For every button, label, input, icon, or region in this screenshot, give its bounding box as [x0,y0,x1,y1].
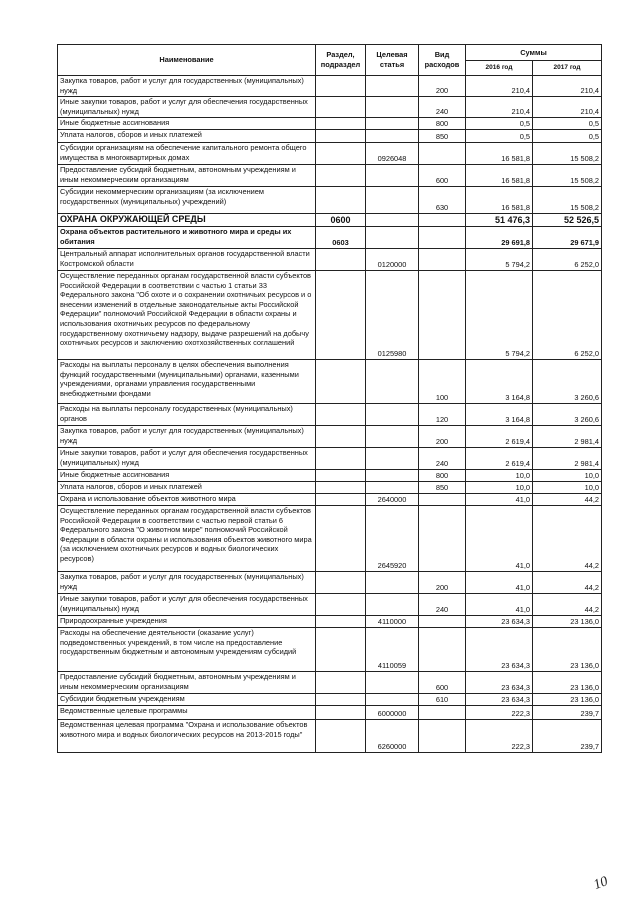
row-section-cell [316,249,366,271]
table-row [58,628,602,672]
row-value-2017-cell: 23 136,0 [533,628,602,672]
table-row [58,594,602,616]
row-kind-cell [419,494,466,506]
row-target-cell: 0926048 [366,143,419,165]
table-row [58,426,602,448]
row-target-cell: 2645920 [366,506,419,572]
row-target-cell [366,426,419,448]
row-target-cell: 0120000 [366,249,419,271]
budget-table-sheet [57,44,601,753]
row-value-2016-cell: 10,0 [466,482,533,494]
row-name-cell: Иные закупки товаров, работ и услуг для обеспечения государственных (муниципальных) нужд [58,594,316,616]
row-value-2016-cell: 41,0 [466,506,533,572]
row-target-cell: 4110059 [366,628,419,672]
row-target-cell [366,130,419,143]
row-value-2017-cell: 0,5 [533,130,602,143]
row-section-cell [316,76,366,97]
row-value-2017-cell: 2 981,4 [533,448,602,470]
row-name-cell: Центральный аппарат исполнительных органов государственной власти Костромской области [58,249,316,271]
row-value-2017-cell: 10,0 [533,482,602,494]
row-value-2017-cell: 15 508,2 [533,143,602,165]
row-kind-cell [419,227,466,249]
row-section-cell [316,404,366,426]
header-target: Целевая статья [366,45,419,76]
row-target-cell [366,97,419,118]
row-name-cell: Уплата налогов, сборов и иных платежей [58,482,316,494]
row-value-2017-cell: 44,2 [533,572,602,594]
row-name-cell: Охрана и использование объектов животного мира [58,494,316,506]
row-name-cell: Иные бюджетные ассигнования [58,118,316,130]
table-row [58,227,602,249]
row-value-2017-cell: 3 260,6 [533,360,602,404]
row-value-2017-cell: 52 526,5 [533,214,602,227]
row-value-2016-cell: 29 691,8 [466,227,533,249]
row-name-cell: Уплата налогов, сборов и иных платежей [58,130,316,143]
row-target-cell [366,448,419,470]
row-name-cell: Расходы на выплаты персоналу государственных (муниципальных) органов [58,404,316,426]
row-name-cell: Субсидии организациям на обеспечение капитального ремонта общего имущества в многоквартирных домах [58,143,316,165]
row-value-2016-cell: 210,4 [466,76,533,97]
row-name-cell: ОХРАНА ОКРУЖАЮЩЕЙ СРЕДЫ [58,214,316,227]
row-kind-cell [419,628,466,672]
row-value-2017-cell: 15 508,2 [533,165,602,187]
page-number-mark: 10 [591,874,610,893]
header-year-2017: 2017 год [533,61,602,76]
row-value-2017-cell: 2 981,4 [533,426,602,448]
row-target-cell [366,118,419,130]
table-row [58,694,602,706]
row-target-cell [366,214,419,227]
row-target-cell [366,165,419,187]
row-name-cell: Закупка товаров, работ и услуг для государственных (муниципальных) нужд [58,572,316,594]
row-target-cell [366,470,419,482]
row-target-cell [366,227,419,249]
table-row [58,404,602,426]
header-sums: Суммы [466,45,602,61]
row-section-cell [316,720,366,753]
row-section-cell [316,616,366,628]
row-section-cell [316,694,366,706]
table-row [58,482,602,494]
row-kind-cell [419,506,466,572]
row-value-2016-cell: 2 619,4 [466,426,533,448]
table-row [58,271,602,360]
row-section-cell [316,271,366,360]
row-section-cell [316,628,366,672]
row-target-cell: 6000000 [366,706,419,720]
row-target-cell [366,404,419,426]
table-row [58,706,602,720]
row-section-cell [316,97,366,118]
row-kind-cell: 610 [419,694,466,706]
row-target-cell: 2640000 [366,494,419,506]
row-kind-cell: 200 [419,426,466,448]
row-value-2017-cell: 44,2 [533,494,602,506]
table-row [58,470,602,482]
row-value-2017-cell: 29 671,9 [533,227,602,249]
row-value-2017-cell: 239,7 [533,706,602,720]
row-name-cell: Расходы на обеспечение деятельности (оказание услуг) подведомственных учреждений, в том числе на предоставление государственным бюджетным и автономным учреждениям субсидий [58,628,316,672]
table-row [58,494,602,506]
row-name-cell: Субсидии некоммерческим организациям (за исключением государственных (муниципальных) учреждений) [58,187,316,214]
row-value-2016-cell: 10,0 [466,470,533,482]
row-value-2016-cell: 16 581,8 [466,165,533,187]
row-value-2017-cell: 23 136,0 [533,694,602,706]
row-value-2016-cell: 16 581,8 [466,187,533,214]
row-kind-cell [419,214,466,227]
table-row [58,118,602,130]
table-row [58,672,602,694]
row-section-cell [316,130,366,143]
table-row [58,360,602,404]
table-row [58,76,602,97]
row-kind-cell: 600 [419,165,466,187]
row-section-cell [316,426,366,448]
row-target-cell [366,187,419,214]
row-value-2016-cell: 41,0 [466,594,533,616]
row-value-2017-cell: 23 136,0 [533,672,602,694]
table-row [58,143,602,165]
table-row [58,720,602,753]
row-target-cell [366,360,419,404]
table-row [58,572,602,594]
header-name: Наименование [58,45,316,76]
row-kind-cell [419,271,466,360]
row-value-2016-cell: 5 794,2 [466,249,533,271]
row-kind-cell: 800 [419,470,466,482]
row-kind-cell: 240 [419,97,466,118]
row-name-cell: Природоохранные учреждения [58,616,316,628]
row-name-cell: Охрана объектов растительного и животного мира и среды их обитания [58,227,316,249]
row-target-cell [366,572,419,594]
row-value-2016-cell: 23 634,3 [466,628,533,672]
row-kind-cell [419,720,466,753]
row-value-2017-cell: 6 252,0 [533,271,602,360]
row-name-cell: Иные закупки товаров, работ и услуг для обеспечения государственных (муниципальных) нужд [58,97,316,118]
row-value-2016-cell: 3 164,8 [466,404,533,426]
row-kind-cell: 240 [419,448,466,470]
row-value-2016-cell: 5 794,2 [466,271,533,360]
row-section-cell: 0600 [316,214,366,227]
row-target-cell [366,694,419,706]
row-name-cell: Закупка товаров, работ и услуг для государственных (муниципальных) нужд [58,76,316,97]
row-name-cell: Предоставление субсидий бюджетным, автономным учреждениям и иным некоммерческим организациям [58,672,316,694]
row-target-cell [366,76,419,97]
row-name-cell: Ведомственная целевая программа "Охрана и использование объектов животного мира и водных биологических ресурсов на 2013-2015 годы" [58,720,316,753]
row-name-cell: Расходы на выплаты персоналу в целях обеспечения выполнения функций государственными (муниципальными) органами, казенными учреждениями, органами управления государственными внебюджетными фондами [58,360,316,404]
row-value-2017-cell: 210,4 [533,97,602,118]
row-value-2017-cell: 6 252,0 [533,249,602,271]
row-section-cell [316,360,366,404]
row-name-cell: Ведомственные целевые программы [58,706,316,720]
row-target-cell [366,594,419,616]
row-kind-cell [419,616,466,628]
row-name-cell: Иные закупки товаров, работ и услуг для обеспечения государственных (муниципальных) нужд [58,448,316,470]
row-section-cell [316,572,366,594]
row-section-cell [316,143,366,165]
table-row [58,249,602,271]
row-kind-cell: 630 [419,187,466,214]
row-kind-cell: 850 [419,482,466,494]
row-target-cell [366,482,419,494]
row-name-cell: Осуществление переданных органам государственной власти субъектов Российской Федерации в соответствии с частью 1 статьи 33 Федерального закона "Об охоте и о сохранении охотничьих ресурсов и о внесении изменений в отдельные законодательные акты Российской Федерации" полномочий Российской Федерации в области охраны и использования охотничьих ресурсов по федеральному государственному охотничьему надзору, выдаче разрешений на добычу охотничьих ресурсов и заключению охотхозяйственных соглашений [58,271,316,360]
row-kind-cell: 240 [419,594,466,616]
row-kind-cell: 850 [419,130,466,143]
table-row [58,214,602,227]
row-target-cell: 0125980 [366,271,419,360]
table-row [58,165,602,187]
row-value-2016-cell: 41,0 [466,572,533,594]
row-value-2016-cell: 16 581,8 [466,143,533,165]
row-kind-cell: 200 [419,572,466,594]
row-section-cell [316,118,366,130]
row-section-cell [316,482,366,494]
row-section-cell [316,494,366,506]
table-row [58,448,602,470]
row-target-cell: 4110000 [366,616,419,628]
row-section-cell [316,448,366,470]
row-name-cell: Закупка товаров, работ и услуг для государственных (муниципальных) нужд [58,426,316,448]
row-value-2016-cell: 222,3 [466,706,533,720]
row-value-2017-cell: 10,0 [533,470,602,482]
row-kind-cell [419,143,466,165]
row-value-2016-cell: 210,4 [466,97,533,118]
row-value-2016-cell: 41,0 [466,494,533,506]
row-value-2017-cell: 44,2 [533,594,602,616]
row-value-2016-cell: 23 634,3 [466,672,533,694]
row-value-2017-cell: 23 136,0 [533,616,602,628]
table-row [58,506,602,572]
row-name-cell: Осуществление переданных органам государственной власти субъектов Российской Федерации в соответствии с частью первой статьи 6 Федерального закона "О животном мире" полномочий Российской Федерации в области охраны и использования объектов животного мира (за исключением охотничьих ресурсов и водных биологических ресурсов) [58,506,316,572]
row-section-cell [316,506,366,572]
row-name-cell: Предоставление субсидий бюджетным, автономным учреждениям и иным некоммерческим организациям [58,165,316,187]
row-value-2017-cell: 0,5 [533,118,602,130]
table-row [58,187,602,214]
header-section: Раздел, подраздел [316,45,366,76]
row-value-2016-cell: 51 476,3 [466,214,533,227]
row-value-2016-cell: 23 634,3 [466,616,533,628]
table-row [58,97,602,118]
row-value-2017-cell: 210,4 [533,76,602,97]
row-value-2017-cell: 239,7 [533,720,602,753]
row-kind-cell [419,706,466,720]
row-name-cell: Иные бюджетные ассигнования [58,470,316,482]
row-kind-cell: 600 [419,672,466,694]
row-value-2016-cell: 222,3 [466,720,533,753]
row-kind-cell: 100 [419,360,466,404]
row-section-cell [316,187,366,214]
row-value-2016-cell: 2 619,4 [466,448,533,470]
table-row [58,616,602,628]
row-section-cell: 0603 [316,227,366,249]
row-kind-cell: 800 [419,118,466,130]
row-value-2017-cell: 15 508,2 [533,187,602,214]
row-value-2016-cell: 23 634,3 [466,694,533,706]
budget-table [57,44,602,753]
row-value-2016-cell: 0,5 [466,118,533,130]
row-kind-cell: 120 [419,404,466,426]
row-value-2016-cell: 0,5 [466,130,533,143]
row-target-cell [366,672,419,694]
row-section-cell [316,594,366,616]
row-section-cell [316,470,366,482]
row-section-cell [316,672,366,694]
row-target-cell: 6260000 [366,720,419,753]
row-value-2017-cell: 3 260,6 [533,404,602,426]
row-kind-cell [419,249,466,271]
row-name-cell: Субсидии бюджетным учреждениям [58,694,316,706]
row-value-2016-cell: 3 164,8 [466,360,533,404]
row-value-2017-cell: 44,2 [533,506,602,572]
row-section-cell [316,706,366,720]
header-year-2016: 2016 год [466,61,533,76]
row-section-cell [316,165,366,187]
header-kind: Вид расходов [419,45,466,76]
row-kind-cell: 200 [419,76,466,97]
table-row [58,130,602,143]
